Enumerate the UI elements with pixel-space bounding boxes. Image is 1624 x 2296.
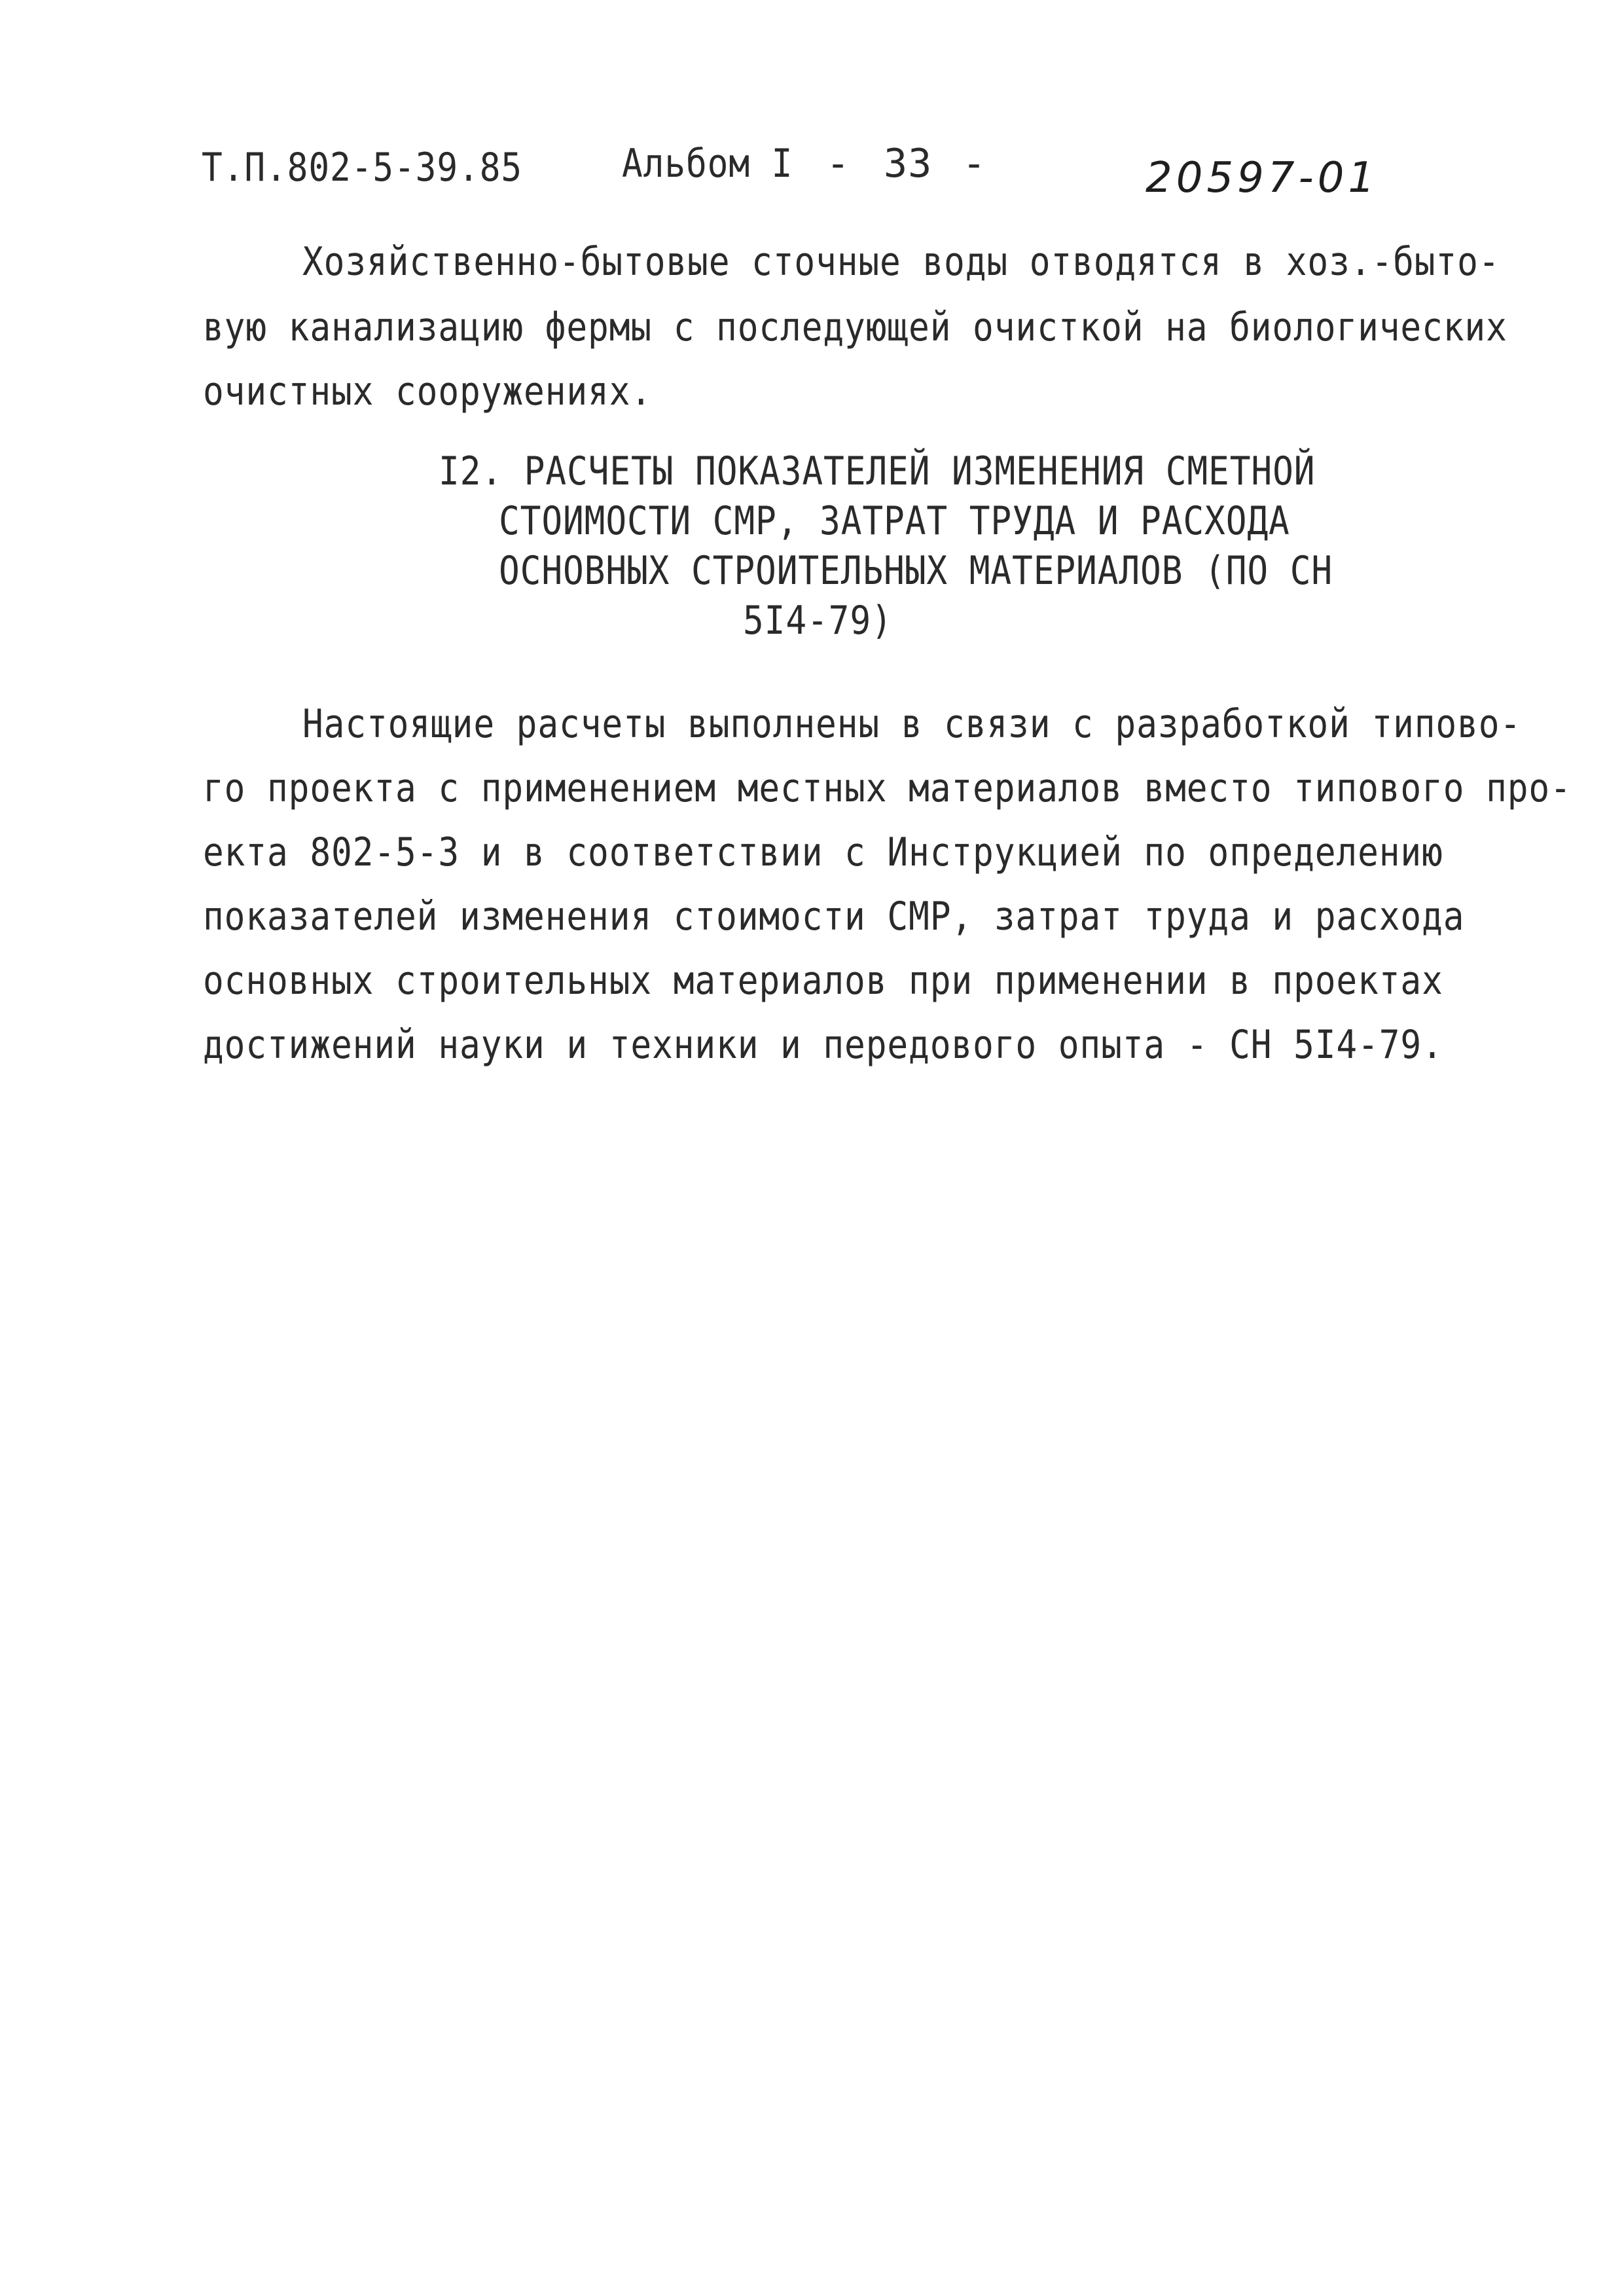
album-label: Альбом I (622, 141, 793, 187)
paragraph-1-line-3: очистных сооружениях. (203, 369, 653, 414)
paragraph-2-line-4: показателей изменения стоимости СМР, затрат труда и расхода (203, 894, 1465, 939)
paragraph-1-line-2: вую канализацию фермы с последующей очисткой на биологических (203, 304, 1507, 350)
section-heading-line-2: СТОИМОСТИ СМР, ЗАТРАТ ТРУДА И РАСХОДА (499, 498, 1290, 544)
paragraph-2-line-1: Настоящие расчеты выполнены в связи с разработкой типово- (302, 701, 1522, 747)
dash-right: - (962, 141, 987, 187)
paragraph-2-line-5: основных строительных материалов при применении в проектах (203, 958, 1443, 1004)
section-heading-line-4: 5I4-79) (743, 598, 893, 644)
paragraph-1-line-1: Хозяйственно-бытовые сточные воды отводятся в хоз.-быто- (302, 239, 1500, 285)
paragraph-2-line-6: достижений науки и техники и передового опыта - СН 5I4-79. (203, 1022, 1443, 1068)
dash-left: - (826, 141, 851, 187)
section-heading-line-3: ОСНОВНЫХ СТРОИТЕЛЬНЫХ МАТЕРИАЛОВ (ПО СН (499, 548, 1333, 594)
page-number: 33 (884, 141, 933, 187)
paragraph-2-line-2: го проекта с применением местных материалов вместо типового про- (203, 765, 1572, 811)
paragraph-2-line-3: екта 802-5-3 и в соответствии с Инструкцией по определению (203, 829, 1443, 875)
section-heading-line-1: I2. РАСЧЕТЫ ПОКАЗАТЕЛЕЙ ИЗМЕНЕНИЯ СМЕТНОЙ (439, 448, 1316, 494)
stamp-number: 20597-01 (1146, 154, 1379, 202)
doc-code: Т.П.802-5-39.85 (202, 145, 523, 191)
